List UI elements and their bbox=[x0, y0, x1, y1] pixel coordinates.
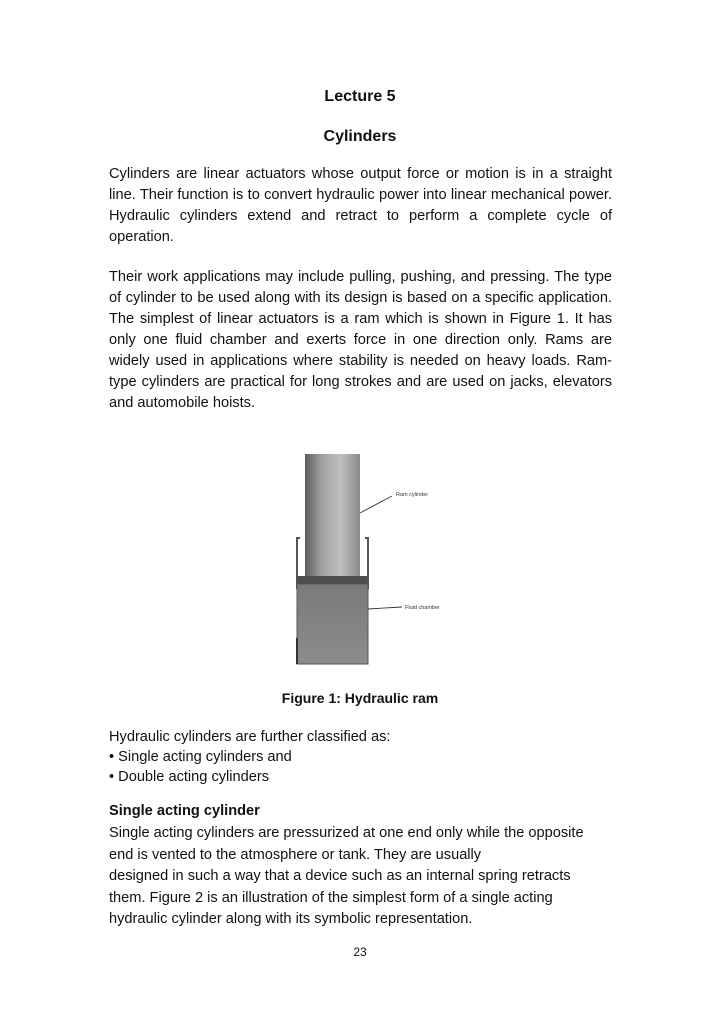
hydraulic-ram-figure bbox=[288, 452, 458, 668]
paragraph-line: end is vented to the atmosphere or tank. They are usually bbox=[109, 846, 482, 863]
single-acting-paragraph bbox=[109, 823, 612, 931]
fluid-chamber bbox=[297, 584, 368, 664]
ram-leader-line bbox=[360, 496, 392, 513]
paragraph-line: hydraulic cylinder along with its symbolic representation. bbox=[109, 911, 473, 927]
ram-cylinder bbox=[305, 454, 360, 580]
applications-paragraph: Their work applications may include pulling, pushing, and pressing. The type of cylinder to be used along with its design is based on a specific application. The simplest of linear actuators is a ram which is shown in Figure 1. It has only one fluid chamber and exerts force in one direction only. Rams are widely used in applications where stability is needed on heavy loads. Ram-type cylinders are practical for long strokes and are used on jacks, elevators and automobile hoists. bbox=[109, 269, 612, 411]
paragraph-line: designed in such a way that a device such as an internal spring retracts bbox=[109, 868, 571, 884]
chamber-leader-line bbox=[368, 607, 402, 609]
section-heading: Single acting cylinder bbox=[109, 803, 260, 819]
figure-caption: Figure 1: Hydraulic ram bbox=[281, 690, 439, 706]
page-title: Cylinders bbox=[323, 128, 397, 145]
lecture-heading: Lecture 5 bbox=[324, 88, 396, 105]
fluid-chamber-label: Fluid chamber bbox=[405, 605, 440, 611]
classification-list bbox=[109, 727, 390, 787]
paragraph-line: them. Figure 2 is an illustration of the simplest form of a single acting bbox=[109, 889, 553, 906]
intro-paragraph: Cylinders are linear actuators whose output force or motion is in a straight line. Their function is to convert hydraulic power into linear mechanical power. Hydraulic cylinders extend and retract to perform a complete cycle of operation. bbox=[109, 166, 612, 245]
ram-cylinder-label: Ram cylinder bbox=[396, 492, 429, 498]
classification-item: • Single acting cylinders and bbox=[109, 749, 292, 765]
classification-item: • Double acting cylinders bbox=[109, 769, 270, 785]
paragraph-line: Single acting cylinders are pressurized at one end only while the opposite bbox=[109, 825, 584, 841]
classification-intro: Hydraulic cylinders are further classified as: bbox=[109, 729, 391, 745]
page-number: 23 bbox=[353, 945, 367, 959]
ram-collar bbox=[297, 576, 368, 584]
